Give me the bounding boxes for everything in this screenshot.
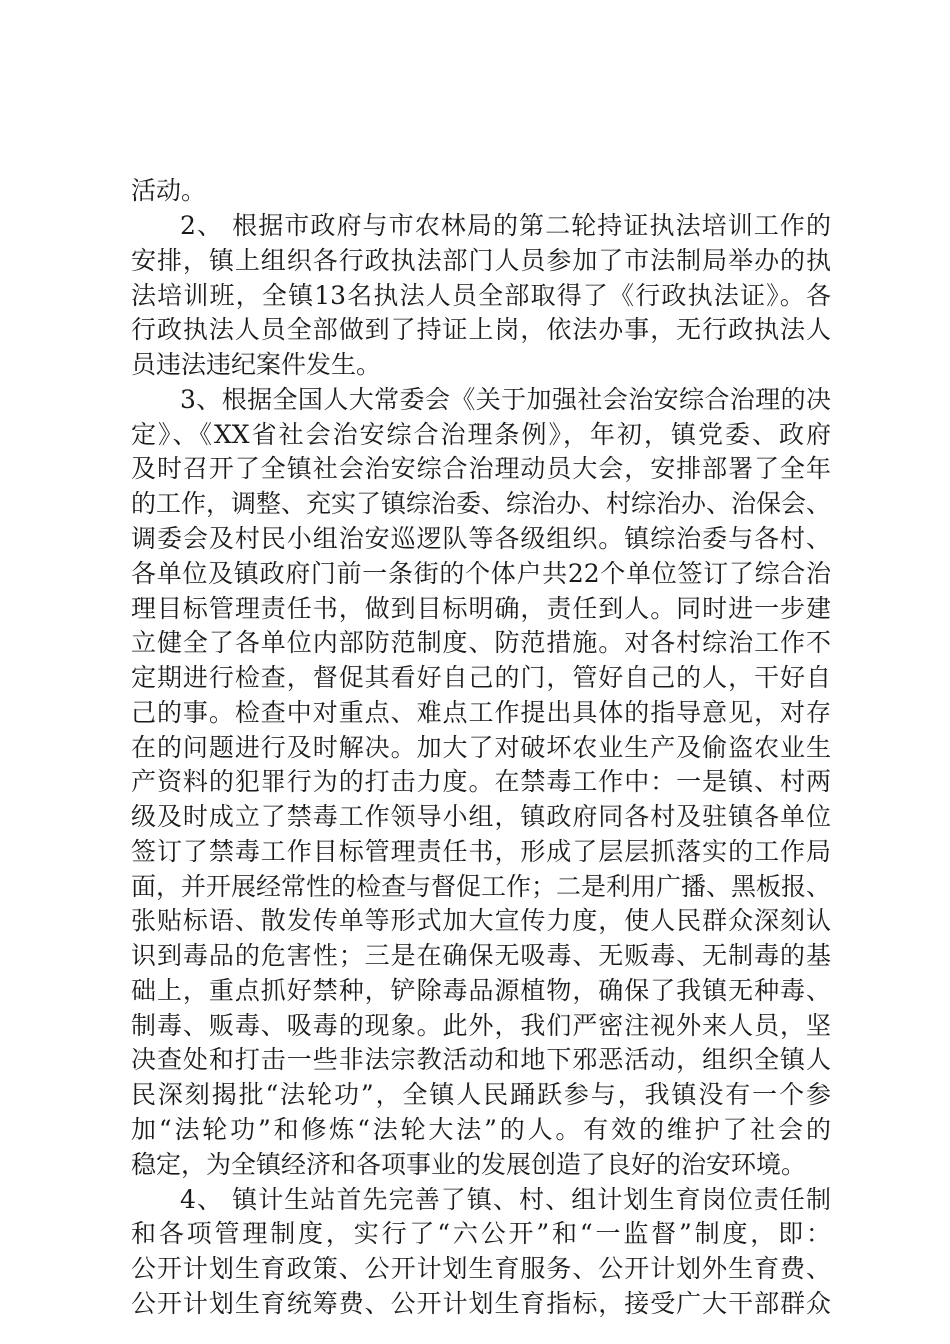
paragraph-start-line: 4、 镇计生站首先完善了镇、村、组计划生育岗位责任制 bbox=[180, 1185, 831, 1214]
body-line: 员违法违纪案件发生。 bbox=[131, 350, 382, 379]
body-line: 的工作，调整、充实了镇综治委、综治办、村综治办、治保会、 bbox=[131, 489, 831, 518]
body-line: 决查处和打击一些非法宗教活动和地下邪恶活动，组织全镇人 bbox=[131, 1045, 831, 1074]
body-line: 定》、《XX省社会治安综合治理条例》，年初，镇党委、政府 bbox=[131, 420, 831, 449]
body-line: 安排，镇上组织各行政执法部门人员参加了市法制局举办的执 bbox=[131, 246, 831, 275]
body-line: 理目标管理责任书，做到目标明确，责任到人。同时进一步建 bbox=[131, 594, 831, 623]
body-line: 稳定，为全镇经济和各项事业的发展创造了良好的治安环境。 bbox=[131, 1150, 807, 1179]
body-line: 级及时成立了禁毒工作领导小组，镇政府同各村及驻镇各单位 bbox=[131, 802, 831, 831]
body-line: 础上，重点抓好禁种，铲除毒品源植物，确保了我镇无种毒、 bbox=[131, 976, 831, 1005]
body-line: 加“法轮功”和修炼“法轮大法”的人。有效的维护了社会的 bbox=[131, 1115, 831, 1144]
body-line: 产资料的犯罪行为的打击力度。在禁毒工作中：一是镇、村两 bbox=[131, 767, 831, 796]
body-line: 在的问题进行及时解决。加大了对破坏农业生产及偷盗农业生 bbox=[131, 733, 831, 762]
body-line: 及时召开了全镇社会治安综合治理动员大会，安排部署了全年 bbox=[131, 454, 831, 483]
body-line: 己的事。检查中对重点、难点工作提出具体的指导意见，对存 bbox=[131, 698, 831, 727]
body-line: 定期进行检查，督促其看好自己的门，管好自己的人，干好自 bbox=[131, 663, 831, 692]
body-line: 和各项管理制度，实行了“六公开”和“一监督”制度，即： bbox=[131, 1219, 831, 1248]
paragraph-start-line: 3、根据全国人大常委会《关于加强社会治安综合治理的决 bbox=[180, 385, 831, 414]
body-line: 法培训班，全镇13名执法人员全部取得了《行政执法证》。各 bbox=[131, 281, 831, 310]
body-line: 立健全了各单位内部防范制度、防范措施。对各村综治工作不 bbox=[131, 628, 831, 657]
body-line: 签订了禁毒工作目标管理责任书，形成了层层抓落实的工作局 bbox=[131, 837, 831, 866]
body-line: 制毒、贩毒、吸毒的现象。此外，我们严密注视外来人员，坚 bbox=[131, 1011, 831, 1040]
body-line: 张贴标语、散发传单等形式加大宣传力度，使人民群众深刻认 bbox=[131, 906, 831, 935]
body-line: 识到毒品的危害性；三是在确保无吸毒、无贩毒、无制毒的基 bbox=[131, 941, 831, 970]
body-line: 面，并开展经常性的检查与督促工作；二是利用广播、黑板报、 bbox=[131, 872, 831, 901]
body-line: 调委会及村民小组治安巡逻队等各级组织。镇综治委与各村、 bbox=[131, 524, 831, 553]
body-line: 行政执法人员全部做到了持证上岗，依法办事，无行政执法人 bbox=[131, 315, 831, 344]
body-line: 公开计划生育统筹费、公开计划生育指标，接受广大干部群众 bbox=[131, 1289, 831, 1318]
body-line: 各单位及镇政府门前一条街的个体户共22个单位签订了综合治 bbox=[131, 559, 831, 588]
body-line: 活动。 bbox=[131, 176, 207, 205]
body-line: 公开计划生育政策、公开计划生育服务、公开计划外生育费、 bbox=[131, 1254, 831, 1283]
paragraph-start-line: 2、 根据市政府与市农林局的第二轮持证执法培训工作的 bbox=[180, 211, 831, 240]
body-line: 民深刻揭批“法轮功”，全镇人民踊跃参与，我镇没有一个参 bbox=[131, 1080, 831, 1109]
